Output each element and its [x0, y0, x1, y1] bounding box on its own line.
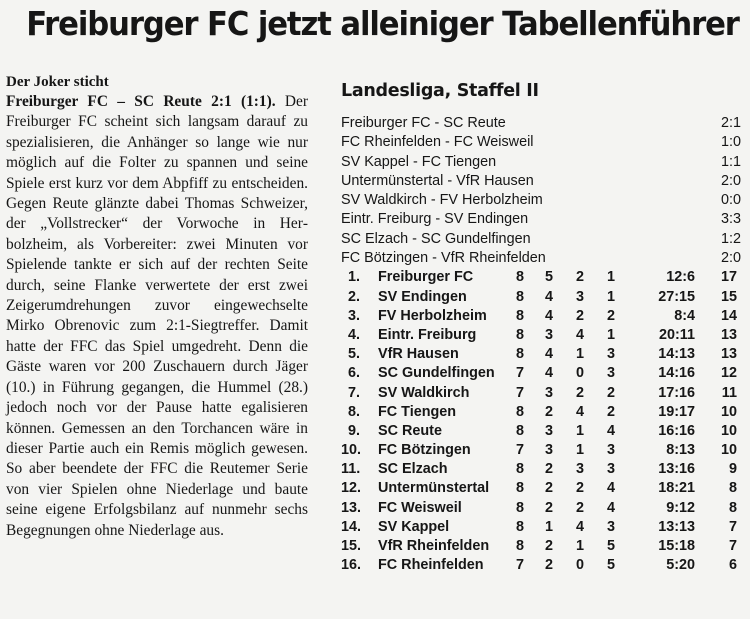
table-rank: 16. — [341, 557, 362, 574]
table-points: 7 — [728, 538, 737, 554]
table-points: 12 — [720, 365, 737, 382]
table-drawn: 2 — [575, 307, 584, 324]
table-won: 3 — [544, 384, 553, 401]
table-points: 10 — [720, 422, 737, 439]
table-lost: 3 — [606, 442, 615, 459]
article-lead: Freiburger FC – SC Reute 2:1 (1:1). — [6, 93, 276, 110]
result-row — [341, 114, 741, 133]
result-score: 1:2 — [720, 230, 741, 247]
table-points: 17 — [720, 269, 737, 286]
table-won: 4 — [544, 346, 553, 363]
table-rank: 2. — [347, 288, 360, 305]
table-played: 7 — [515, 365, 524, 382]
table-won: 2 — [544, 499, 553, 516]
table-won: 4 — [544, 307, 553, 324]
table-points: 15 — [720, 288, 737, 305]
table-team: SV Waldkirch — [378, 384, 470, 401]
result-match: Untermünstertal - VfR Hausen — [341, 172, 534, 189]
table-drawn: 1 — [575, 442, 584, 459]
table-lost: 1 — [606, 326, 615, 343]
table-won: 2 — [544, 480, 553, 497]
table-team: FC Tiengen — [378, 403, 457, 420]
table-row — [341, 556, 741, 575]
table-drawn: 1 — [575, 538, 584, 554]
table-rank: 6. — [347, 365, 360, 382]
table-lost: 3 — [606, 518, 615, 535]
table-played: 8 — [515, 346, 524, 363]
table-lost: 3 — [606, 461, 615, 478]
table-rank: 1. — [347, 269, 360, 286]
article-kicker: Der Joker sticht — [6, 74, 109, 90]
table-drawn: 4 — [575, 518, 584, 535]
table-points: 11 — [721, 384, 737, 401]
table-row — [341, 422, 741, 441]
standings-table — [341, 268, 741, 575]
table-played: 8 — [515, 461, 524, 478]
table-played: 8 — [515, 499, 524, 516]
table-drawn: 3 — [575, 461, 584, 478]
table-rank: 9. — [347, 422, 360, 439]
table-lost: 3 — [606, 346, 615, 363]
table-lost: 4 — [606, 422, 615, 439]
table-points: 6 — [728, 557, 737, 574]
table-row — [341, 518, 741, 537]
result-score: 3:3 — [720, 211, 741, 228]
result-score: 1:0 — [720, 134, 741, 151]
result-row — [341, 153, 741, 172]
table-played: 8 — [515, 288, 524, 305]
table-played: 8 — [515, 326, 524, 343]
table-played: 7 — [515, 557, 524, 574]
table-goals: 14:13 — [658, 346, 695, 363]
table-goals: 12:6 — [666, 269, 695, 286]
table-team: FC Rheinfelden — [378, 557, 484, 574]
table-rank: 14. — [341, 518, 362, 535]
result-score: 2:0 — [720, 172, 741, 189]
table-row — [341, 345, 741, 364]
table-goals: 5:20 — [666, 557, 695, 574]
result-row — [341, 191, 741, 210]
table-row — [341, 403, 741, 422]
result-score: 2:0 — [720, 250, 741, 267]
table-row — [341, 268, 741, 287]
table-played: 8 — [515, 518, 524, 535]
table-rank: 4. — [347, 326, 360, 343]
result-row — [341, 133, 741, 152]
result-match: SC Elzach - SC Gundelfingen — [341, 230, 531, 247]
result-row — [341, 249, 741, 268]
table-won: 2 — [544, 538, 553, 554]
table-row — [341, 326, 741, 345]
table-won: 4 — [544, 288, 553, 305]
table-played: 7 — [515, 442, 524, 459]
table-row — [341, 364, 741, 383]
result-match: FC Bötzingen - VfR Rheinfelden — [341, 250, 546, 267]
table-goals: 14:16 — [658, 365, 695, 382]
table-rank: 5. — [347, 346, 360, 363]
table-rank: 3. — [347, 307, 360, 324]
result-match: FC Rheinfelden - FC Weisweil — [341, 134, 534, 151]
table-won: 3 — [544, 326, 553, 343]
table-rank: 13. — [341, 499, 362, 516]
table-team: Freiburger FC — [378, 269, 474, 286]
table-team: SV Kappel — [378, 518, 450, 535]
table-won: 2 — [544, 403, 553, 420]
table-drawn: 2 — [575, 480, 584, 497]
table-drawn: 2 — [575, 269, 584, 286]
table-points: 10 — [720, 442, 737, 459]
result-match: SV Kappel - FC Tiengen — [341, 153, 497, 170]
table-drawn: 3 — [575, 288, 584, 305]
article — [6, 72, 308, 541]
table-points: 8 — [728, 499, 737, 516]
table-goals: 15:18 — [658, 538, 695, 554]
table-drawn: 2 — [575, 499, 584, 516]
table-row — [341, 479, 741, 498]
table-rank: 12. — [341, 480, 362, 497]
result-match: SV Waldkirch - FV Herbolzheim — [341, 192, 543, 209]
table-team: FC Weisweil — [378, 499, 462, 516]
table-row — [341, 441, 741, 460]
table-played: 8 — [515, 538, 524, 554]
result-score: 0:0 — [720, 192, 741, 209]
headline: Freiburger FC jetzt alleiniger Tabellenführer — [26, 4, 739, 43]
table-team: FC Bötzingen — [378, 442, 471, 459]
table-won: 1 — [544, 518, 553, 535]
results-list — [341, 114, 741, 268]
result-score: 1:1 — [720, 153, 741, 170]
table-team: Untermünstertal — [378, 480, 490, 497]
table-lost: 5 — [606, 557, 615, 574]
table-won: 2 — [544, 461, 553, 478]
table-played: 7 — [515, 384, 524, 401]
article-body — [6, 92, 308, 541]
table-won: 2 — [544, 557, 553, 574]
table-lost: 5 — [606, 538, 615, 554]
table-rank: 10. — [341, 442, 362, 459]
table-team: SC Elzach — [378, 461, 448, 478]
table-lost: 1 — [606, 288, 615, 305]
table-lost: 4 — [606, 480, 615, 497]
result-row — [341, 230, 741, 249]
table-points: 13 — [720, 326, 737, 343]
table-rank: 8. — [347, 403, 360, 420]
table-played: 8 — [515, 480, 524, 497]
table-team: Eintr. Freiburg — [378, 326, 477, 343]
table-lost: 3 — [606, 365, 615, 382]
table-team: FV Herbolzheim — [378, 307, 487, 324]
table-played: 8 — [515, 403, 524, 420]
table-goals: 13:13 — [658, 518, 695, 535]
table-lost: 1 — [606, 269, 615, 286]
table-won: 3 — [544, 442, 553, 459]
table-points: 14 — [720, 307, 737, 324]
result-row — [341, 172, 741, 191]
table-played: 8 — [515, 307, 524, 324]
table-drawn: 4 — [575, 403, 584, 420]
result-match: Eintr. Freiburg - SV Endingen — [341, 211, 529, 228]
table-drawn: 1 — [575, 346, 584, 363]
table-goals: 18:21 — [658, 480, 695, 497]
table-drawn: 0 — [575, 365, 584, 382]
table-drawn: 2 — [575, 384, 584, 401]
table-goals: 9:12 — [666, 499, 695, 516]
table-goals: 8:4 — [674, 307, 695, 324]
table-drawn: 0 — [575, 557, 584, 574]
table-row — [341, 307, 741, 326]
table-row — [341, 384, 741, 403]
table-goals: 27:15 — [658, 288, 695, 305]
table-rank: 7. — [347, 384, 360, 401]
table-goals: 16:16 — [658, 422, 695, 439]
table-goals: 20:11 — [658, 326, 695, 343]
table-goals: 8:13 — [666, 442, 695, 459]
result-match: Freiburger FC - SC Reute — [341, 115, 506, 131]
table-drawn: 1 — [575, 422, 584, 439]
table-row — [341, 499, 741, 518]
table-team: SC Reute — [378, 422, 442, 439]
table-points: 9 — [728, 461, 737, 478]
league-box — [341, 76, 741, 575]
table-points: 8 — [728, 480, 737, 497]
table-lost: 4 — [606, 499, 615, 516]
table-won: 4 — [544, 365, 553, 382]
league-title: Landesliga, Staffel II — [341, 81, 539, 101]
table-rank: 15. — [341, 538, 362, 554]
table-lost: 2 — [606, 307, 615, 324]
table-won: 5 — [544, 269, 553, 286]
table-played: 8 — [515, 269, 524, 286]
table-goals: 13:16 — [658, 461, 695, 478]
table-points: 7 — [728, 518, 737, 535]
table-lost: 2 — [606, 384, 615, 401]
table-row — [341, 460, 741, 479]
table-goals: 19:17 — [658, 403, 695, 420]
table-played: 8 — [515, 422, 524, 439]
result-row — [341, 210, 741, 229]
table-points: 10 — [720, 403, 737, 420]
table-team: SC Gundelfingen — [378, 365, 495, 382]
table-team: VfR Hausen — [378, 346, 459, 363]
table-team: SV Endingen — [378, 288, 467, 305]
table-lost: 2 — [606, 403, 615, 420]
result-score: 2:1 — [720, 115, 741, 131]
table-row — [341, 537, 741, 556]
article-text: Der Freiburger FC scheint sich langsam darauf zu spezialisieren, die Anhänger so lange wie nur möglich auf die Folter zu spannen und seine Spiele erst kurz vor dem Abpfiff zu entscheiden. Gegen Reute glänzte dabei Thomas Schweizer, der „Vollstrecker“ der Vorwoche in Herbolzheim, als Vorbereiter: zwei Minuten vor Spielende tankte er sich auf der rechten Seite durch, seine Flanke verwertete der erst zwei Zeigerumdrehungen zuvor eingewechselte Mirko Obrenovic zum 2:1-Siegtreffer. Damit hatte der FFC das Spiel umgedreht. Denn die Gäste waren vor 200 Zuschauern durch Jäger (10.) in Führung gegangen, die Hummel (28.) jedoch noch vor der Pause hatte egalisieren können. Gemessen an den Torchancen wäre in dieser Partie auch ein Remis möglich gewesen. So aber beendete der FFC die Reutemer Serie von vier Spielen ohne Niederlage und baute seine eigene Erfolgsbilanz auf nunmehr sechs Begegnungen ohne Niederlage aus. — [6, 93, 309, 539]
table-team: VfR Rheinfelden — [378, 538, 490, 554]
table-goals: 17:16 — [658, 384, 695, 401]
table-row — [341, 288, 741, 307]
table-won: 3 — [544, 422, 553, 439]
table-drawn: 4 — [575, 326, 584, 343]
table-rank: 11. — [341, 461, 361, 478]
table-points: 13 — [720, 346, 737, 363]
